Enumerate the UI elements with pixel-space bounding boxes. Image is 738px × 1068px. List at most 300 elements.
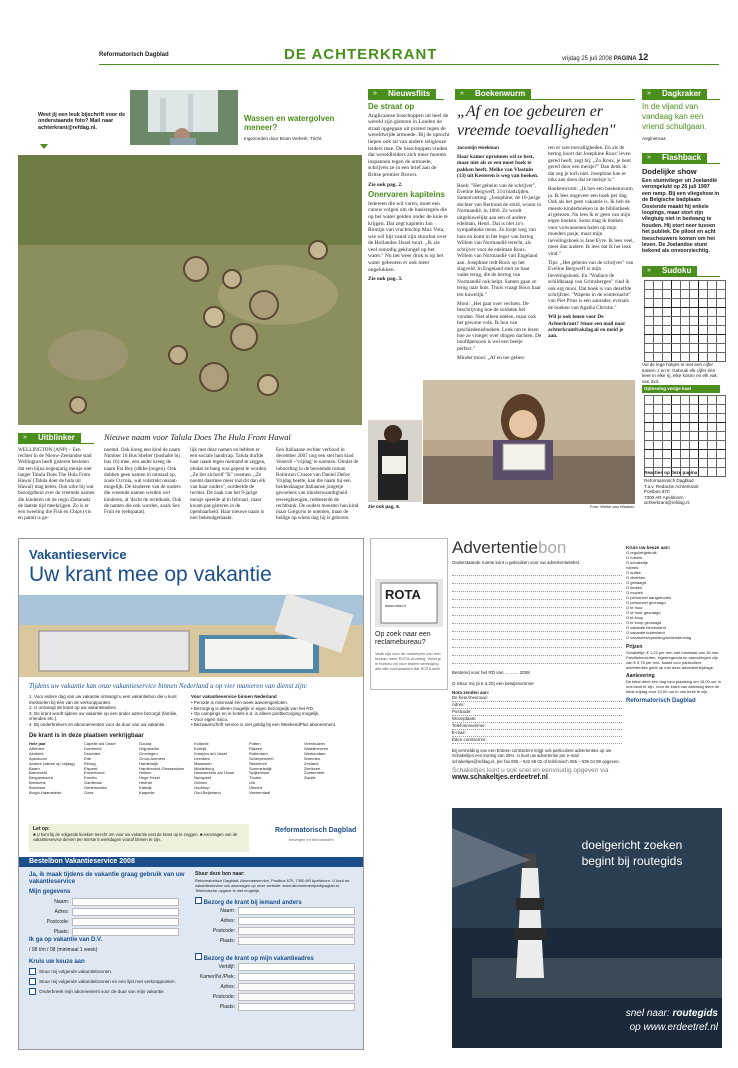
sudoku-cell[interactable]: [645, 423, 654, 432]
adbon-field[interactable]: Postcode:: [452, 709, 622, 716]
sudoku-cell[interactable]: [663, 459, 672, 468]
keuze-title: Kruis uw keuze aan:: [626, 545, 671, 550]
sudoku-cell[interactable]: [645, 326, 654, 335]
sudoku-cell[interactable]: [699, 414, 708, 423]
sudoku-cell[interactable]: [690, 459, 699, 468]
order-title: Bestelbon Vakantieservice 2008: [19, 857, 363, 867]
dagkraker-source: Aegineticas: [642, 136, 666, 141]
sudoku-cell[interactable]: [663, 308, 672, 317]
sudoku-cell[interactable]: [717, 281, 726, 290]
nieuwsflits-label: Nieuwsflits: [382, 89, 436, 99]
form-row: [195, 983, 355, 991]
place-item: Grijpskerke: [139, 745, 160, 751]
sudoku-cell[interactable]: [681, 281, 690, 290]
sudoku-cell[interactable]: [681, 459, 690, 468]
sudoku-cell[interactable]: [699, 459, 708, 468]
field-input[interactable]: [72, 928, 179, 936]
sudoku-cell[interactable]: [717, 308, 726, 317]
uitblinker-tag: [18, 432, 94, 444]
sudoku-cell[interactable]: [708, 468, 717, 477]
sudoku-cell[interactable]: [645, 299, 654, 308]
sudoku-cell[interactable]: [654, 353, 663, 362]
field-label: Verblijf:: [218, 964, 235, 970]
place-item: Maarssen: [194, 760, 212, 766]
sudoku-cell[interactable]: [645, 290, 654, 299]
sudoku-cell[interactable]: [717, 468, 726, 477]
ad-text-line[interactable]: [452, 656, 622, 664]
place-item: Hardinxveld-Giessendam: [139, 765, 184, 771]
place-item: Veenendaal: [249, 790, 271, 796]
sudoku-cell[interactable]: [699, 441, 708, 450]
sudoku-cell[interactable]: [690, 414, 699, 423]
keuze-item[interactable]: O reguliergebruik: [626, 550, 657, 555]
sudoku-cell[interactable]: [672, 396, 681, 405]
sudoku-cell[interactable]: [645, 405, 654, 414]
place-item: Kaapelle: [139, 790, 155, 796]
sudoku-cell[interactable]: [690, 441, 699, 450]
routegids-url[interactable]: op www.erdeetref.nl: [629, 1022, 718, 1033]
masthead-rule: [99, 64, 719, 65]
ad-text-line[interactable]: [452, 600, 622, 608]
checkbox[interactable]: [29, 968, 36, 975]
sudoku-cell[interactable]: [681, 299, 690, 308]
checkbox[interactable]: [195, 897, 202, 904]
sudoku-cell[interactable]: [663, 326, 672, 335]
sudoku-cell[interactable]: [690, 423, 699, 432]
keuze-item[interactable]: O te koop gevraagd: [626, 620, 662, 625]
sudoku-cell[interactable]: [663, 290, 672, 299]
choice-label: Stuur mij volgende vakantiebonnen.: [39, 969, 113, 974]
sudoku-cell[interactable]: [654, 396, 663, 405]
field-input[interactable]: [238, 993, 355, 1001]
sudoku-cell[interactable]: [672, 459, 681, 468]
ad-text-line[interactable]: [452, 640, 622, 648]
keuze-item[interactable]: O kerken: [626, 585, 643, 590]
waterfall-thumbnail: [130, 90, 238, 145]
vakantie-subtitle: Tijdens uw vakantie kan onze vakantieservice binnen Nederland u op vier manieren van dienst zijn:: [29, 682, 308, 690]
checkbox[interactable]: [29, 988, 36, 995]
sudoku-cell[interactable]: [672, 405, 681, 414]
reader-photo: [423, 380, 635, 504]
field-label: Adres:: [54, 909, 69, 915]
checkbox[interactable]: [195, 953, 202, 960]
adbon-url[interactable]: www.schakeltjes.erdeetref.nl: [452, 774, 548, 782]
keuze-item[interactable]: O personeel aangeboden: [626, 595, 672, 600]
adbon-field[interactable]: E-mail:: [452, 730, 622, 737]
sudoku-cell[interactable]: [672, 353, 681, 362]
keuze-list: [626, 550, 722, 640]
sudoku-cell[interactable]: [663, 353, 672, 362]
sudoku-cell[interactable]: [699, 299, 708, 308]
field-input[interactable]: [238, 973, 355, 981]
sudoku-cell[interactable]: [654, 423, 663, 432]
sudoku-cell[interactable]: [699, 308, 708, 317]
places-list: [29, 742, 353, 818]
sudoku-cell[interactable]: [663, 432, 672, 441]
sudoku-cell[interactable]: [672, 326, 681, 335]
rota-url: www.rota.nl: [385, 603, 406, 608]
sudoku-cell[interactable]: [690, 317, 699, 326]
sudoku-cell[interactable]: [663, 441, 672, 450]
boekenwurm-tag: [455, 88, 635, 100]
sudoku-cell[interactable]: [708, 423, 717, 432]
adbon-field[interactable]: Telefoonnummer:: [452, 723, 622, 730]
adbon-field[interactable]: De heer/mevrouw:: [452, 695, 622, 702]
sudoku-cell[interactable]: [672, 441, 681, 450]
field-label: Postcode:: [46, 919, 69, 925]
keuze-item[interactable]: O vakantie binnenland: [626, 625, 666, 630]
place-item: Kortrijk: [194, 745, 207, 751]
sudoku-cell[interactable]: [699, 405, 708, 414]
sudoku-cell[interactable]: [681, 405, 690, 414]
sudoku-cell[interactable]: [708, 396, 717, 405]
sudoku-cell[interactable]: [654, 335, 663, 344]
boekenwurm-minder: Minder mooi: „Af en toe gebeu-: [457, 355, 526, 362]
sudoku-cell[interactable]: [717, 450, 726, 459]
field-input[interactable]: [238, 907, 355, 915]
adbon-field[interactable]: Woonplaats:: [452, 716, 622, 723]
vakantie-header: Vakantieservice: [29, 547, 127, 562]
sudoku-cell[interactable]: [708, 353, 717, 362]
place-item: Bergambacht: [29, 775, 53, 781]
form-row: [195, 963, 355, 971]
place-item: Apeldoorn: [29, 755, 48, 761]
sudoku-cell[interactable]: [708, 281, 717, 290]
ad-text-line[interactable]: [452, 584, 622, 592]
ad-text-line[interactable]: [452, 632, 622, 640]
vakantie-beach-photo: [19, 595, 363, 677]
checkbox[interactable]: [29, 978, 36, 985]
note-text: ■ U kunt bij de volgende kiosken terecht om voor uw vakantie vast de krant op te zeggen. ■ Aanvragen van de vakantieservice dienen ten minste 5 werkdagen vooraf binnen te zijn.: [33, 832, 238, 843]
field-input[interactable]: [238, 963, 355, 971]
sudoku-cell[interactable]: [681, 335, 690, 344]
sudoku-cell[interactable]: [681, 353, 690, 362]
sudoku-cell[interactable]: [654, 432, 663, 441]
rd-brand-sub: bewegen en beïnvloeden: [289, 837, 334, 842]
rota-ad: [370, 538, 448, 690]
sudoku-cell[interactable]: [654, 441, 663, 450]
sudoku-cell[interactable]: [672, 335, 681, 344]
sudoku-cell[interactable]: [690, 405, 699, 414]
sudoku-cell[interactable]: [717, 326, 726, 335]
keuze-item[interactable]: O antiek: [626, 570, 641, 575]
sudoku-cell[interactable]: [690, 396, 699, 405]
sudoku-cell[interactable]: [699, 432, 708, 441]
keuze-item[interactable]: O vakantie buitenland: [626, 630, 665, 635]
ad-text-line[interactable]: [452, 608, 622, 616]
adbon-field[interactable]: Eden contractnnr:: [452, 737, 622, 744]
sudoku-cell[interactable]: [717, 432, 726, 441]
flashback-title: Dodelijke show: [642, 167, 697, 176]
keuze-item[interactable]: O rubriek: [626, 555, 643, 560]
sudoku-cell[interactable]: [708, 317, 717, 326]
sudoku-cell[interactable]: [663, 423, 672, 432]
sudoku-cell[interactable]: [708, 344, 717, 353]
sudoku-cell[interactable]: [717, 441, 726, 450]
choose-title: Kruis uw keuze aan: [29, 959, 85, 965]
field-input[interactable]: [238, 917, 355, 925]
sudoku-cell[interactable]: [717, 299, 726, 308]
sudoku-cell[interactable]: [717, 405, 726, 414]
sudoku-cell[interactable]: [681, 414, 690, 423]
sudoku-cell[interactable]: [645, 317, 654, 326]
sudoku-cell[interactable]: [645, 450, 654, 459]
vakantie-options-left: 1. Voor iedere dag van uw vakantie ontvangt u een vakantiebon die u kunt inwisselen bij één van de verkooppunten. 2. U ontvangt de krant op uw vakantieadres. 3. De krant wordt tijdens uw vakantie op een ander adres bezorgd (familie, vrienden etc.). 4. Bij onderbrekers en abonnementen voor de duur van uw vakantie.: [29, 694, 178, 727]
ad-text-line[interactable]: [452, 568, 622, 576]
field-label: Plaats:: [53, 929, 69, 935]
place-item: Hoge Hexel: [139, 775, 160, 781]
sudoku-cell[interactable]: [708, 459, 717, 468]
form-row: [29, 898, 179, 906]
sudoku-cell[interactable]: [690, 450, 699, 459]
sudoku-cell[interactable]: [663, 317, 672, 326]
sudoku-cell[interactable]: [690, 281, 699, 290]
sudoku-cell[interactable]: [708, 405, 717, 414]
photo-prompt: Weet jij een leuk bijschrift voor de onderstaande foto? Mail naar achterkrant@refdag.nl.: [38, 112, 126, 131]
sudoku-cell[interactable]: [672, 308, 681, 317]
sudoku-cell[interactable]: [708, 290, 717, 299]
sudoku-cell[interactable]: [699, 281, 708, 290]
dagkraker-label: Dagkraker: [656, 89, 707, 99]
keuze-item[interactable]: O personeel gevraagd: [626, 600, 666, 605]
ad-text-line[interactable]: [452, 648, 622, 656]
sudoku-cell[interactable]: [681, 432, 690, 441]
sudoku-cell[interactable]: [699, 317, 708, 326]
sudoku-cell[interactable]: [717, 423, 726, 432]
adbon-pay[interactable]: O Stuur mij (à € 3,20) een bewijsnummer: [452, 681, 535, 686]
sudoku-cell[interactable]: [717, 344, 726, 353]
sudoku-cell[interactable]: [699, 335, 708, 344]
adbon-field[interactable]: Adres:: [452, 702, 622, 709]
sudoku-cell[interactable]: [717, 290, 726, 299]
ad-text-line[interactable]: [452, 576, 622, 584]
sudoku-cell[interactable]: [699, 468, 708, 477]
keuze-item[interactable]: rubriek:: [626, 565, 640, 570]
vakantie-options-right: • Periode is minimaal één week aaneengesloten. • Bezorging is alleen mogelijk in eigen bezorgwijk van het RD. • Op campings en in hotels e.d. is alleen postbezorging mogelijk. • Voor eigen risico. • Bezwaarschrift service is niet geldig bij een WeekendPlus abonnement.: [191, 700, 337, 728]
keuze-item[interactable]: O te huur: [626, 605, 643, 610]
chevron-icon: »: [455, 89, 469, 99]
sudoku-cell[interactable]: [645, 335, 654, 344]
keuze-item[interactable]: O diversen: [626, 575, 646, 580]
sudoku-cell[interactable]: [663, 450, 672, 459]
sudoku-cell[interactable]: [708, 441, 717, 450]
place-item: Drachten: [84, 750, 101, 756]
sudoku-cell[interactable]: [672, 281, 681, 290]
field-input[interactable]: [72, 918, 179, 926]
sudoku-cell[interactable]: [717, 353, 726, 362]
place-item: Heerde: [139, 780, 153, 786]
place-item: Zoetermeer: [304, 770, 325, 776]
sudoku-cell[interactable]: [645, 459, 654, 468]
sudoku-cell[interactable]: [672, 423, 681, 432]
sudoku-cell[interactable]: [708, 299, 717, 308]
sudoku-cell[interactable]: [681, 308, 690, 317]
routegids-ad: [452, 808, 722, 1048]
sudoku-cell[interactable]: [654, 450, 663, 459]
place-item: Hellum: [139, 770, 152, 776]
sudoku-cell[interactable]: [708, 414, 717, 423]
sudoku-cell[interactable]: [672, 450, 681, 459]
sudoku-cell[interactable]: [672, 344, 681, 353]
rd-brand: Reformatorisch Dagblad: [275, 827, 357, 834]
place-item: Andere (alleen op vrijdag): [29, 760, 75, 766]
sudoku-cell[interactable]: [654, 326, 663, 335]
sudoku-grid: [644, 280, 726, 362]
sudoku-cell[interactable]: [645, 308, 654, 317]
rota-headline: Op zoek naar een reclamebureau?: [375, 631, 431, 646]
sudoku-cell[interactable]: [654, 299, 663, 308]
sudoku-cell[interactable]: [654, 414, 663, 423]
field-input[interactable]: [238, 937, 355, 945]
sudoku-cell[interactable]: [645, 432, 654, 441]
sudoku-cell[interactable]: [654, 290, 663, 299]
sudoku-cell[interactable]: [690, 290, 699, 299]
place-item: Sommelsdijk: [249, 765, 272, 771]
ad-text-line[interactable]: [452, 616, 622, 624]
place-item: Zwolle: [304, 775, 316, 781]
sudoku-cell[interactable]: [645, 396, 654, 405]
sudoku-cell[interactable]: [681, 396, 690, 405]
sudoku-cell[interactable]: [681, 423, 690, 432]
sudoku-cell[interactable]: [699, 396, 708, 405]
sudoku-cell[interactable]: [663, 281, 672, 290]
sudoku-cell[interactable]: [672, 414, 681, 423]
sudoku-cell[interactable]: [699, 344, 708, 353]
sudoku-cell[interactable]: [717, 335, 726, 344]
place-item: Ermelo: [84, 775, 97, 781]
masthead-paper: Reformatorisch Dagblad: [99, 52, 169, 58]
sudoku-cell[interactable]: [663, 344, 672, 353]
adbon-name-fields: [452, 695, 622, 744]
sudoku-cell[interactable]: [717, 459, 726, 468]
place-item: Baarn: [29, 765, 40, 771]
place-item: Burgh-Haamstede: [29, 790, 62, 796]
send-title: Stuur deze bon naar:: [195, 871, 245, 877]
sudoku-label: Sudoku: [656, 266, 697, 276]
keuze-item[interactable]: O schakeltje: [626, 560, 649, 565]
adbon-options: [626, 545, 722, 704]
sudoku-cell[interactable]: [645, 344, 654, 353]
ad-text-line[interactable]: [452, 624, 622, 632]
sudoku-cell[interactable]: [681, 326, 690, 335]
field-input[interactable]: [72, 908, 179, 916]
boekenwurm-byline: Jacomijn Hoekman: [457, 145, 499, 150]
place-item: Groningen: [139, 750, 158, 756]
chevron-icon: »: [642, 89, 656, 99]
adbon-title: Advertentiebon: [452, 538, 567, 557]
place-item: Veenhuizen: [304, 741, 325, 746]
sudoku-cell[interactable]: [645, 353, 654, 362]
field-input[interactable]: [72, 898, 179, 906]
sudoku-cell[interactable]: [708, 432, 717, 441]
sudoku-cell[interactable]: [654, 405, 663, 414]
reactions-title: Reacties op deze pagina: [644, 470, 698, 475]
ad-text-line[interactable]: [452, 592, 622, 600]
sudoku-cell[interactable]: [690, 432, 699, 441]
sudoku-cell[interactable]: [717, 396, 726, 405]
sudoku-cell[interactable]: [672, 317, 681, 326]
form-row: [195, 993, 355, 1001]
sudoku-cell[interactable]: [672, 299, 681, 308]
uitblinker-col4: Een Italiaanse rechter verbood in december 2007 nog een stel hun kind Venerdì –'vrijdag' te noemen. Omdat de inboorling in de beroemde roman Robinson Crusoe van Daniel Defoe Vrijdag heette, kan die naam bij een heidendaagse Italiaanse jongetje gevoelens van minderwaardigheid teweegbrengen, redeneerde de rechtbank. De ouders moesten hun kind maar Gregorio te noemen, maar de heilige op wiens dag hij is geboren.: [276, 447, 359, 522]
place-item: Kollarde: [194, 741, 209, 746]
sudoku-cell[interactable]: [708, 308, 717, 317]
sudoku-cell[interactable]: [681, 290, 690, 299]
boekenwurm-col2: [548, 145, 634, 386]
sudoku-cell[interactable]: [699, 353, 708, 362]
boekenwurm-col1: [457, 154, 542, 386]
keuze-item[interactable]: O muziek: [626, 590, 643, 595]
sudoku-cell[interactable]: [654, 459, 663, 468]
sudoku-cell[interactable]: [681, 450, 690, 459]
sudoku-cell[interactable]: [708, 326, 717, 335]
field-input[interactable]: [238, 1003, 355, 1011]
place-item: Middelburg: [194, 765, 214, 771]
place-item: Leerdam: [194, 755, 210, 761]
sudoku-cell[interactable]: [681, 441, 690, 450]
sudoku-cell[interactable]: [663, 396, 672, 405]
flashback-label: Flashback: [656, 153, 707, 163]
sudoku-cell[interactable]: [654, 317, 663, 326]
place-item: Emmeloord: [84, 770, 105, 776]
sudoku-cell[interactable]: [681, 317, 690, 326]
sudoku-cell[interactable]: [645, 441, 654, 450]
place-item: Urk: [249, 780, 256, 786]
ad-text-lines[interactable]: [452, 568, 622, 664]
sudoku-cell[interactable]: [699, 290, 708, 299]
field-input[interactable]: [238, 983, 355, 991]
keuze-item[interactable]: O gebaagd: [626, 580, 646, 585]
keuze-item[interactable]: O vacatures/opleiding/ondersteuning: [626, 635, 692, 640]
sudoku-cell[interactable]: [663, 335, 672, 344]
sudoku-cell[interactable]: [663, 299, 672, 308]
nieuwsflits-tag: [368, 88, 444, 100]
place-item: Hele jaar: [29, 741, 46, 746]
sudoku-cell[interactable]: [690, 335, 699, 344]
sudoku-cell[interactable]: [645, 414, 654, 423]
sudoku-cell[interactable]: [672, 432, 681, 441]
sudoku-cell[interactable]: [690, 353, 699, 362]
keuze-item[interactable]: O te koop: [626, 615, 644, 620]
sudoku-cell[interactable]: [708, 335, 717, 344]
sudoku-cell[interactable]: [690, 326, 699, 335]
sudoku-cell[interactable]: [699, 450, 708, 459]
sudoku-cell[interactable]: [717, 414, 726, 423]
sudoku-cell[interactable]: [654, 344, 663, 353]
sudoku-cell[interactable]: [690, 344, 699, 353]
sudoku-cell[interactable]: [681, 344, 690, 353]
sudoku-cell[interactable]: [690, 299, 699, 308]
place-item: Spijkenisse: [249, 770, 270, 776]
sudoku-cell[interactable]: [717, 317, 726, 326]
field-input[interactable]: [238, 927, 355, 935]
sudoku-cell[interactable]: [663, 414, 672, 423]
keuze-item[interactable]: O te huur gevraagd: [626, 610, 661, 615]
sudoku-cell[interactable]: [672, 290, 681, 299]
sudoku-cell[interactable]: [654, 281, 663, 290]
sudoku-cell[interactable]: [690, 308, 699, 317]
sudoku-cell[interactable]: [663, 405, 672, 414]
place-item: Nieuwerkerk a/d IJssel: [194, 770, 235, 776]
field-label: Postcode:: [212, 994, 235, 1000]
vd-text: / 08 t/m / 08 (minimaal 1 week): [29, 947, 98, 953]
sudoku-cell[interactable]: [699, 326, 708, 335]
vd-title: Ik ga op vakantie van D.V.: [29, 937, 103, 943]
sudoku-cell[interactable]: [699, 423, 708, 432]
sudoku-cell[interactable]: [645, 281, 654, 290]
sudoku-cell[interactable]: [708, 450, 717, 459]
sudoku-cell[interactable]: [654, 308, 663, 317]
